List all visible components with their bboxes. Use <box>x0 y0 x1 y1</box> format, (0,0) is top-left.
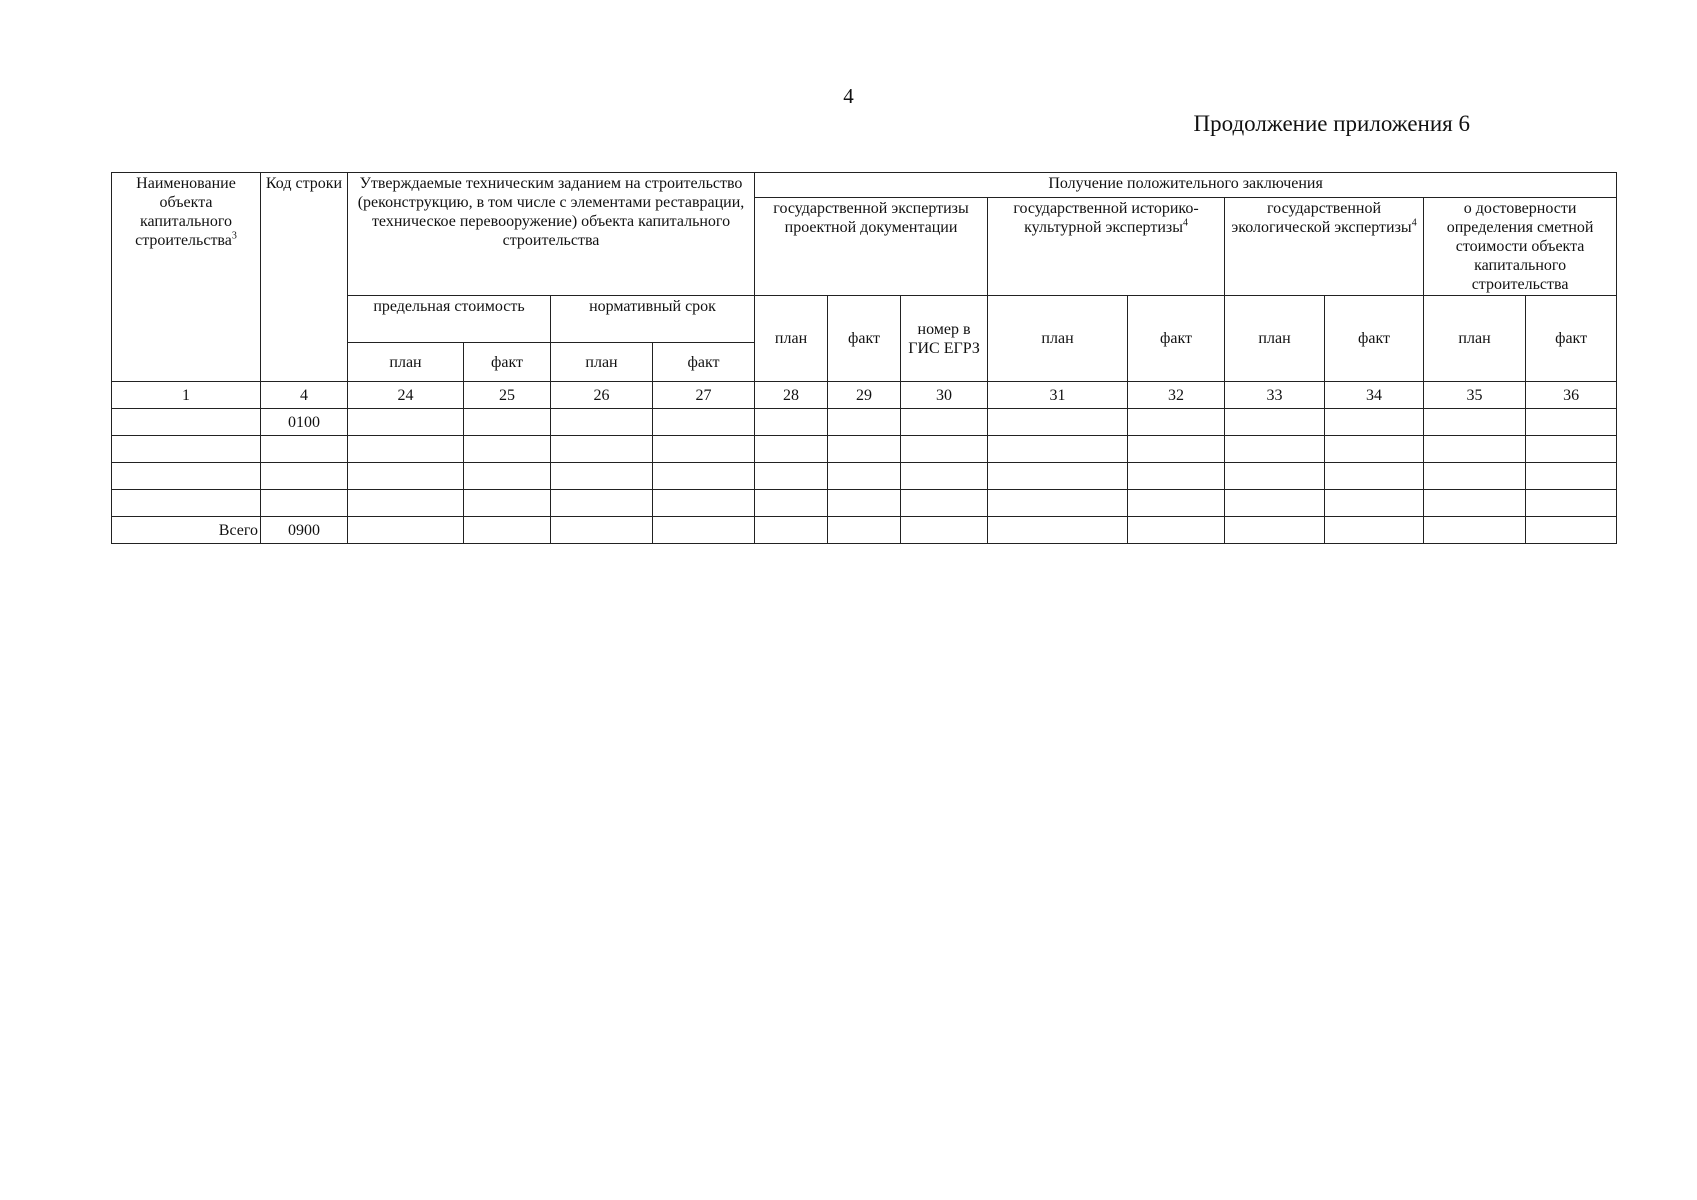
column-number: 33 <box>1225 382 1325 409</box>
value-cell[interactable] <box>828 490 901 517</box>
value-cell[interactable] <box>1526 409 1617 436</box>
page-number: 4 <box>843 84 854 108</box>
row-object-name-cell[interactable] <box>112 436 261 463</box>
value-cell[interactable] <box>551 463 653 490</box>
value-cell[interactable] <box>828 436 901 463</box>
value-cell[interactable] <box>1325 463 1424 490</box>
value-cell[interactable] <box>348 436 464 463</box>
row-code-cell <box>261 436 348 463</box>
value-cell[interactable] <box>348 409 464 436</box>
value-cell[interactable] <box>1325 436 1424 463</box>
header-ecological-expertise: государственной экологической экспертизы$^4$ <box>1225 198 1424 296</box>
value-cell[interactable] <box>828 409 901 436</box>
header-row-code: Код строки <box>261 173 348 382</box>
appendix-title: Продолжение приложения 6 <box>1193 111 1470 136</box>
header-state-expertise: государственной экспертизы проектной документации <box>755 198 988 296</box>
value-cell[interactable] <box>348 490 464 517</box>
header-reliability: о достоверности определения сметной стоимости объекта капитального строительства <box>1424 198 1617 296</box>
value-cell[interactable] <box>653 517 755 544</box>
column-number: 27 <box>653 382 755 409</box>
value-cell[interactable] <box>755 409 828 436</box>
column-number: 24 <box>348 382 464 409</box>
row-object-name-cell[interactable] <box>112 463 261 490</box>
column-number: 32 <box>1128 382 1225 409</box>
value-cell[interactable] <box>1424 436 1526 463</box>
value-cell[interactable] <box>1128 463 1225 490</box>
column-number: 25 <box>464 382 551 409</box>
column-number: 36 <box>1526 382 1617 409</box>
value-cell[interactable] <box>348 517 464 544</box>
value-cell[interactable] <box>1526 436 1617 463</box>
value-cell[interactable] <box>901 409 988 436</box>
column-number: 26 <box>551 382 653 409</box>
value-cell[interactable] <box>348 463 464 490</box>
value-cell[interactable] <box>1424 490 1526 517</box>
value-cell[interactable] <box>653 463 755 490</box>
header-fact: факт <box>653 343 755 382</box>
value-cell[interactable] <box>1325 409 1424 436</box>
column-number: 28 <box>755 382 828 409</box>
value-cell[interactable] <box>755 490 828 517</box>
value-cell[interactable] <box>1424 409 1526 436</box>
value-cell[interactable] <box>755 436 828 463</box>
value-cell[interactable] <box>1225 409 1325 436</box>
value-cell[interactable] <box>653 490 755 517</box>
column-number: 35 <box>1424 382 1526 409</box>
header-plan: план <box>551 343 653 382</box>
column-number: 29 <box>828 382 901 409</box>
row-code-cell: 0100 <box>261 409 348 436</box>
header-fact: факт <box>828 296 901 382</box>
value-cell[interactable] <box>988 490 1128 517</box>
header-plan: план <box>1225 296 1325 382</box>
column-number: 1 <box>112 382 261 409</box>
value-cell[interactable] <box>755 517 828 544</box>
header-normative-term: нормативный срок <box>551 296 755 343</box>
value-cell[interactable] <box>901 490 988 517</box>
header-limit-cost: предельная стоимость <box>348 296 551 343</box>
header-historical-expertise: государственной историко-культурной экспертизы$^4$ <box>988 198 1225 296</box>
value-cell[interactable] <box>1225 463 1325 490</box>
value-cell[interactable] <box>464 490 551 517</box>
value-cell[interactable] <box>828 463 901 490</box>
value-cell[interactable] <box>1325 490 1424 517</box>
value-cell[interactable] <box>551 436 653 463</box>
value-cell[interactable] <box>653 436 755 463</box>
header-plan: план <box>988 296 1128 382</box>
value-cell[interactable] <box>1526 490 1617 517</box>
table-row <box>112 463 1617 490</box>
header-fact: факт <box>1526 296 1617 382</box>
value-cell[interactable] <box>988 463 1128 490</box>
header-object-name: Наименование объекта капитального строительства$^3$ <box>112 173 261 382</box>
value-cell[interactable] <box>901 436 988 463</box>
row-code-cell <box>261 490 348 517</box>
value-cell[interactable] <box>988 517 1128 544</box>
value-cell[interactable] <box>988 409 1128 436</box>
value-cell[interactable] <box>1128 436 1225 463</box>
header-approved-group: Утверждаемые техническим заданием на строительство (реконструкцию, в том числе с элементами реставрации, техническое перевооружение) объекта капитального строительства <box>348 173 755 296</box>
value-cell[interactable] <box>901 463 988 490</box>
value-cell[interactable] <box>464 436 551 463</box>
row-object-name-cell[interactable] <box>112 490 261 517</box>
column-numbers-row <box>112 382 1617 409</box>
header-plan: план <box>1424 296 1526 382</box>
value-cell[interactable] <box>1225 436 1325 463</box>
value-cell[interactable] <box>1128 517 1225 544</box>
header-fact: факт <box>464 343 551 382</box>
value-cell[interactable] <box>464 517 551 544</box>
table-row <box>112 409 1617 436</box>
row-object-name-cell[interactable] <box>112 409 261 436</box>
row-object-name-cell[interactable]: Всего <box>112 517 261 544</box>
value-cell[interactable] <box>1424 463 1526 490</box>
value-cell[interactable] <box>551 409 653 436</box>
header-gis-number: номер в ГИС ЕГРЗ <box>901 296 988 382</box>
value-cell[interactable] <box>1526 517 1617 544</box>
value-cell[interactable] <box>464 409 551 436</box>
value-cell[interactable] <box>1128 490 1225 517</box>
header-plan: план <box>348 343 464 382</box>
value-cell[interactable] <box>1424 517 1526 544</box>
column-number: 30 <box>901 382 988 409</box>
header-fact: факт <box>1128 296 1225 382</box>
value-cell[interactable] <box>1325 517 1424 544</box>
value-cell[interactable] <box>1128 409 1225 436</box>
row-code-cell <box>261 463 348 490</box>
header-plan: план <box>755 296 828 382</box>
value-cell[interactable] <box>653 409 755 436</box>
value-cell[interactable] <box>755 463 828 490</box>
row-code-cell: 0900 <box>261 517 348 544</box>
value-cell[interactable] <box>1526 463 1617 490</box>
table-row <box>112 436 1617 463</box>
report-table <box>111 172 1617 544</box>
value-cell[interactable] <box>551 490 653 517</box>
value-cell[interactable] <box>828 517 901 544</box>
header-positive-conclusion: Получение положительного заключения <box>755 173 1617 198</box>
column-number: 31 <box>988 382 1128 409</box>
column-number: 34 <box>1325 382 1424 409</box>
value-cell[interactable] <box>1225 517 1325 544</box>
value-cell[interactable] <box>464 463 551 490</box>
column-number: 4 <box>261 382 348 409</box>
value-cell[interactable] <box>901 517 988 544</box>
header-fact: факт <box>1325 296 1424 382</box>
table-row <box>112 517 1617 544</box>
value-cell[interactable] <box>1225 490 1325 517</box>
table-row <box>112 490 1617 517</box>
value-cell[interactable] <box>551 517 653 544</box>
value-cell[interactable] <box>988 436 1128 463</box>
